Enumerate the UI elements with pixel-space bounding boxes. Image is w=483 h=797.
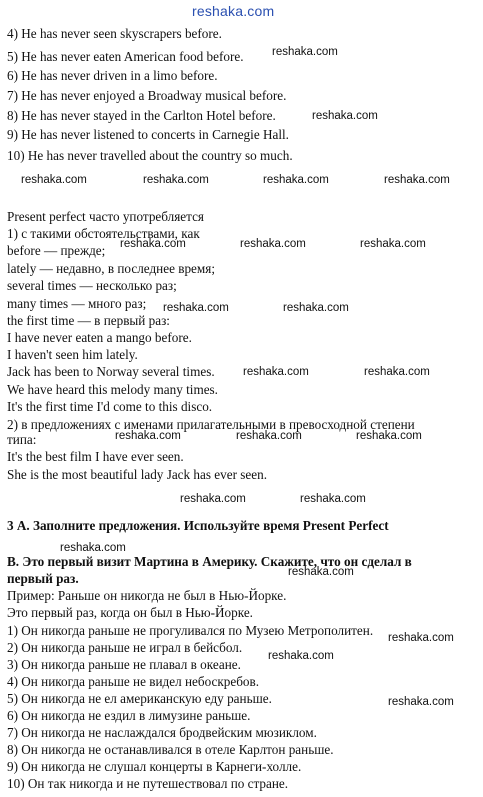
example-line-1: Пример: Раньше он никогда не был в Нью-Йорке. [7,588,287,603]
sentence-top-8: 8) He has never stayed in the Carlton Hotel before. [7,108,276,123]
watermark: reshaka.com [312,110,378,122]
sentence-ru-5: 5) Он никогда не ел американскую еду раньше. [7,691,272,706]
watermark: reshaka.com [272,46,338,58]
sentence-ru-2: 2) Он никогда раньше не играл в бейсбол. [7,640,243,655]
exercise-heading: 3 А. Заполните предложения. Используйте время Present Perfect [7,518,389,533]
watermark: reshaka.com [388,696,454,708]
watermark: reshaka.com [300,493,366,505]
task-b-heading-line2: первый раз. [7,571,79,586]
example-line-2: Это первый раз, когда он был в Нью-Йорке. [7,605,253,620]
sentence-top-10: 10) He has never travelled about the country so much. [7,148,293,163]
sentence-ru-7: 7) Он никогда не наслаждался бродвейским мюзиклом. [7,725,317,740]
rule-example-3: Jack has been to Norway several times. [7,364,215,379]
site-header-watermark: reshaka.com [192,3,275,19]
rule-example-7: She is the most beautiful lady Jack has ever seen. [7,467,268,482]
watermark: reshaka.com [388,632,454,644]
watermark: reshaka.com [60,542,126,554]
sentence-ru-8: 8) Он никогда не останавливался в отеле Карлтон раньше. [7,742,334,757]
sentence-top-5: 5) He has never eaten American food before. [7,49,244,64]
rule-example-4: We have heard this melody many times. [7,382,218,397]
watermark: reshaka.com [384,174,450,186]
watermark: reshaka.com [268,650,334,662]
watermark: reshaka.com [288,566,354,578]
watermark: reshaka.com [163,302,229,314]
sentence-ru-1: 1) Он никогда раньше не прогуливался по Музею Метрополитен. [7,623,374,638]
sentence-ru-3: 3) Он никогда раньше не плавал в океане. [7,657,241,672]
rule-first-time: the first time — в первый раз: [7,313,170,328]
watermark: reshaka.com [180,493,246,505]
watermark: reshaka.com [21,174,87,186]
watermark: reshaka.com [120,238,186,250]
watermark: reshaka.com [356,430,422,442]
watermark: reshaka.com [360,238,426,250]
watermark: reshaka.com [240,238,306,250]
rule-several-times: several times — несколько раз; [7,278,177,293]
sentence-ru-9: 9) Он никогда не слушал концерты в Карнеги-холле. [7,759,302,774]
rule-before: before — прежде; [7,243,106,258]
watermark: reshaka.com [143,174,209,186]
sentence-ru-6: 6) Он никогда не ездил в лимузине раньше. [7,708,251,723]
sentence-top-7: 7) He has never enjoyed a Broadway musical before. [7,88,287,103]
rule-example-1: I have never eaten a mango before. [7,330,192,345]
rule-example-2: I haven't seen him lately. [7,347,138,362]
sentence-ru-10: 10) Он так никогда и не путешествовал по стране. [7,776,289,791]
sentence-top-9: 9) He has never listened to concerts in Carnegie Hall. [7,127,289,142]
watermark: reshaka.com [243,366,309,378]
rule-example-5: It's the first time I'd come to this disco. [7,399,213,414]
rule-point-2: 2) в предложениях с именами прилагательными в превосходной степени [7,417,415,432]
rule-many-times: many times — много раз; [7,296,147,311]
rule-intro: Present perfect часто употребляется [7,209,205,224]
watermark: reshaka.com [364,366,430,378]
watermark: reshaka.com [283,302,349,314]
rule-example-6: It's the best film I have ever seen. [7,449,184,464]
sentence-top-4: 4) He has never seen skyscrapers before. [7,26,222,41]
watermark: reshaka.com [263,174,329,186]
sentence-top-6: 6) He has never driven in a limo before. [7,68,218,83]
task-b-heading-line1: В. Это первый визит Мартина в Америку. Скажите, что он сделал в [7,554,412,569]
rule-point-1: 1) с такими обстоятельствами, как [7,226,200,241]
rule-lately: lately — недавно, в последнее время; [7,261,215,276]
watermark: reshaka.com [236,430,302,442]
rule-point-2-cont: типа: [7,432,37,447]
sentence-ru-4: 4) Он никогда раньше не видел небоскребов. [7,674,260,689]
watermark: reshaka.com [115,430,181,442]
